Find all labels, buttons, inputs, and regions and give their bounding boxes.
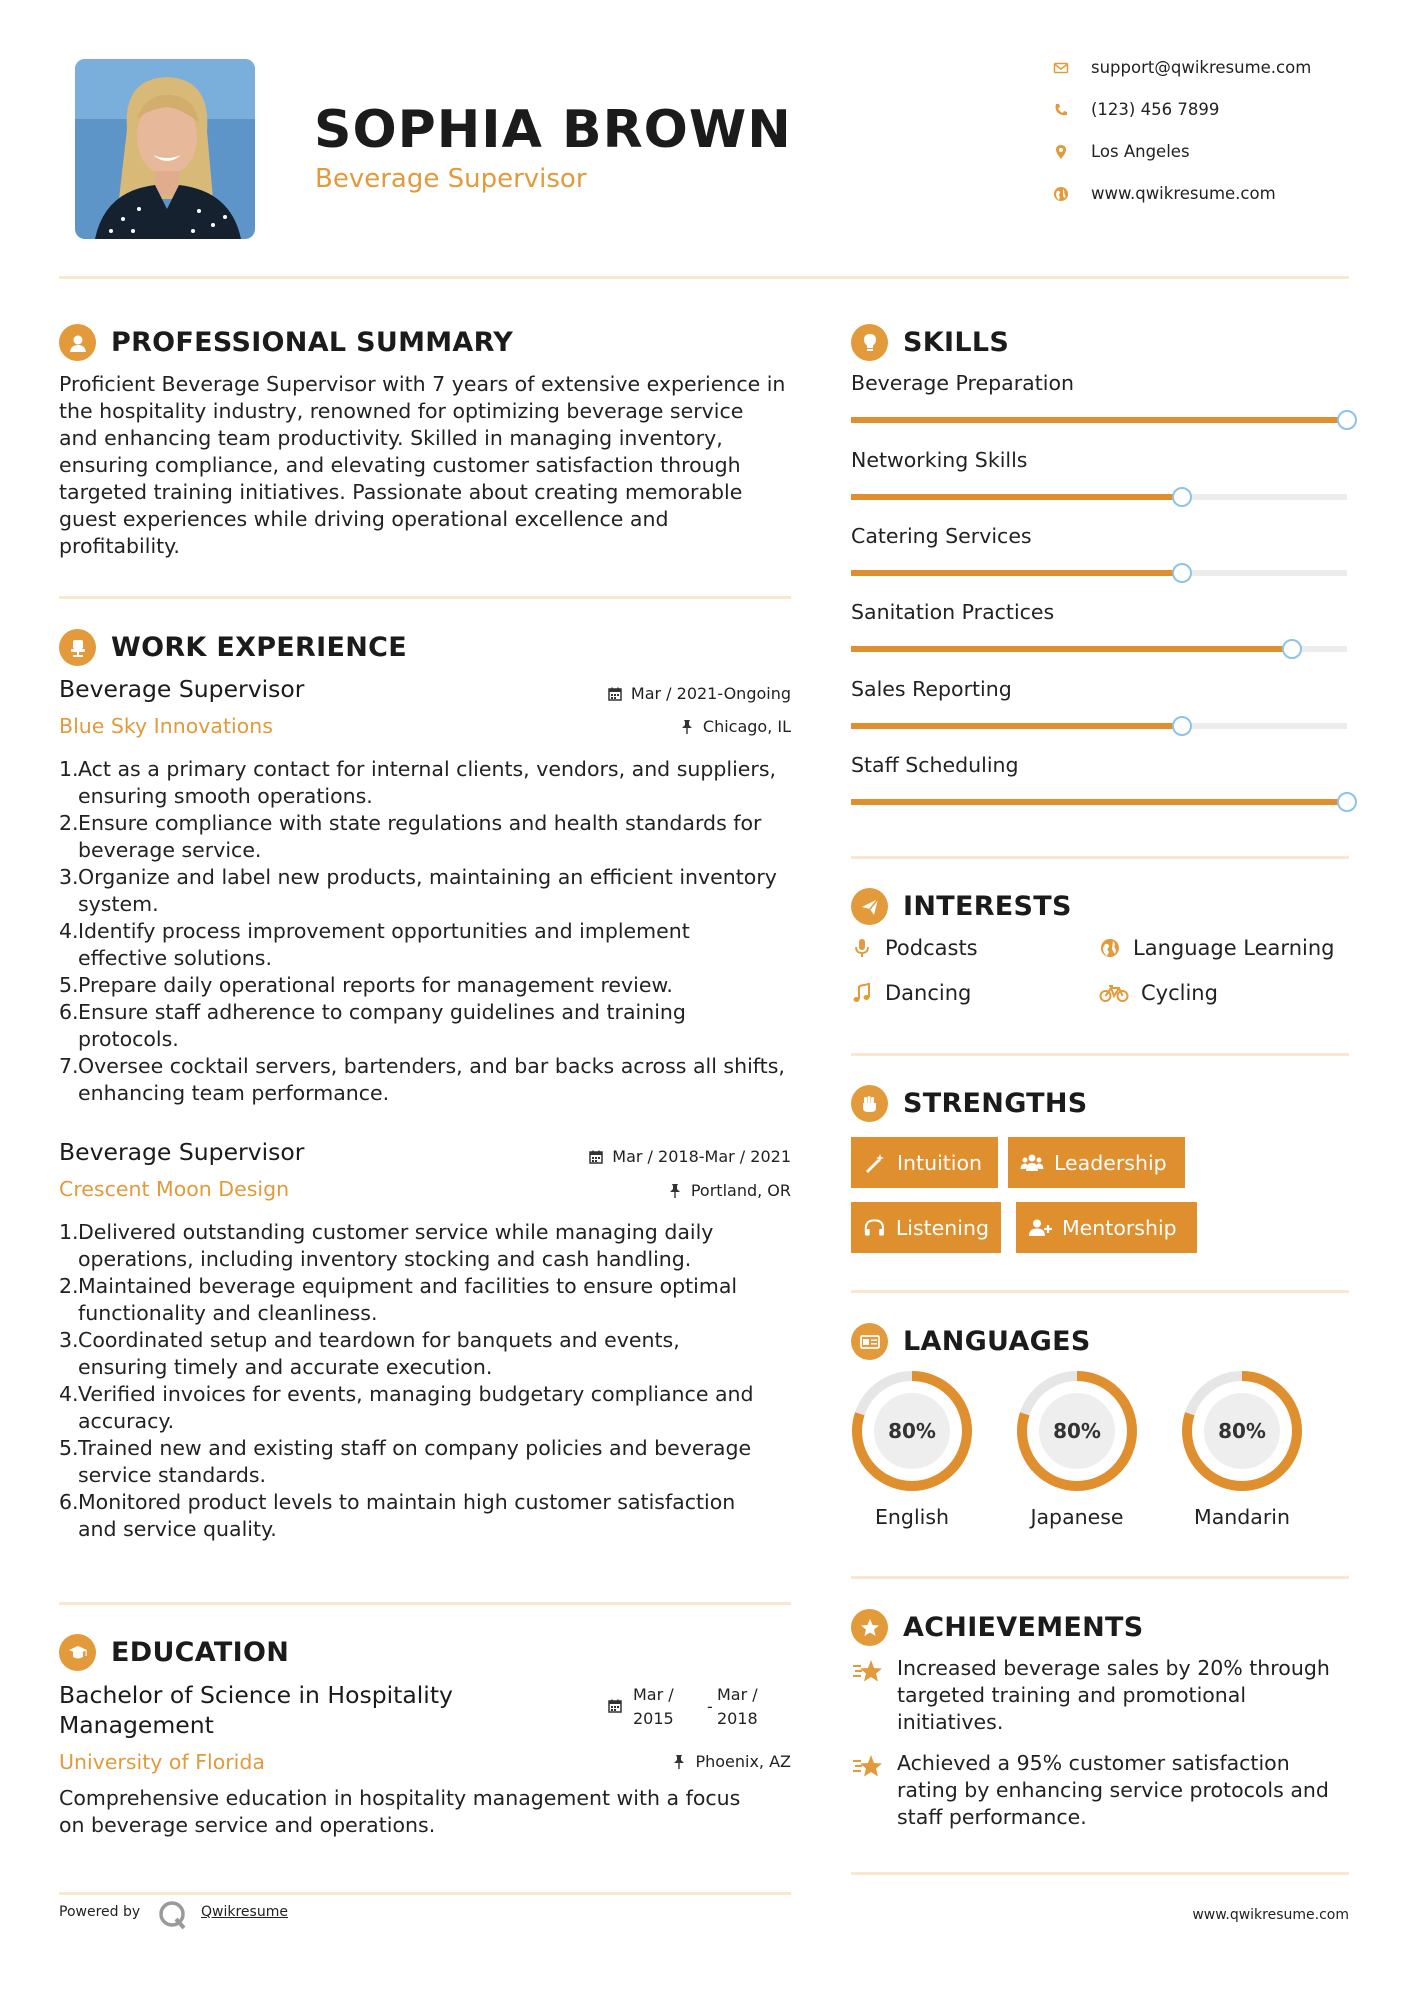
skill-label: Staff Scheduling — [851, 753, 1019, 777]
achievement-line: targeted training and promotional — [897, 1683, 1247, 1707]
list-text: enhancing team performance. — [78, 1081, 390, 1105]
list-item — [59, 1327, 799, 1381]
skill-bar — [851, 646, 1347, 652]
list-text: Ensure compliance with state regulations and health standards for — [78, 811, 762, 835]
skill-bar — [851, 417, 1347, 423]
list-text: and service quality. — [78, 1517, 277, 1541]
job-2-title: Beverage Supervisor — [59, 1138, 305, 1166]
skill-bar — [851, 723, 1347, 729]
skill-bar-fill — [851, 570, 1182, 576]
degree-line: Management — [59, 1711, 214, 1739]
achievement-line: rating by enhancing service protocols and — [897, 1778, 1329, 1802]
list-text: functionality and cleanliness. — [78, 1301, 378, 1325]
music-note-icon — [851, 982, 873, 1004]
contact-location — [1053, 142, 1190, 161]
contact-location-text: Los Angeles — [1091, 142, 1190, 161]
job-1-title: Beverage Supervisor — [59, 675, 305, 703]
list-text: accuracy. — [78, 1409, 175, 1433]
date-dash: - — [707, 1697, 713, 1716]
list-item — [59, 918, 799, 972]
interests-title: INTERESTS — [903, 891, 1072, 922]
list-item — [59, 1381, 799, 1435]
experience-heading — [59, 629, 407, 666]
skills-title: SKILLS — [903, 327, 1010, 358]
language-ring — [1013, 1367, 1141, 1495]
pushpin-icon — [671, 1754, 687, 1770]
summary-divider — [59, 596, 791, 599]
skill-bar-fill — [851, 494, 1182, 500]
interest-label: Cycling — [1141, 981, 1218, 1005]
job-1-location — [559, 717, 791, 736]
candidate-name: SOPHIA BROWN — [314, 100, 792, 160]
language-ring — [848, 1367, 976, 1495]
footer-divider-left — [59, 1892, 791, 1895]
achievement-item — [851, 1655, 1349, 1736]
interest-label: Language Learning — [1133, 936, 1335, 960]
list-text: Identify process improvement opportunities and implement — [78, 919, 690, 943]
chair-icon — [59, 629, 96, 666]
date-start: 2015 — [633, 1709, 674, 1728]
star-badge-icon — [851, 1609, 888, 1646]
location-pin-icon — [1053, 144, 1069, 160]
list-number: 5. — [59, 1436, 79, 1460]
list-number: 2. — [59, 1274, 79, 1298]
list-number: 3. — [59, 865, 79, 889]
job-2-dates-text: Mar / 2018-Mar / 2021 — [612, 1147, 791, 1166]
profile-photo — [75, 59, 255, 239]
phone-icon — [1053, 102, 1069, 118]
achievement-line: staff performance. — [897, 1805, 1087, 1829]
calendar-icon — [607, 686, 623, 702]
language-label: Mandarin — [1194, 1505, 1290, 1529]
achievement-item — [851, 1750, 1349, 1831]
summary-line: the hospitality industry, renowned for optimizing beverage service — [59, 399, 744, 423]
languages-title: LANGUAGES — [903, 1326, 1091, 1357]
list-number: 4. — [59, 1382, 79, 1406]
strengths-divider — [851, 1290, 1349, 1293]
skill-label: Sanitation Practices — [851, 600, 1055, 624]
list-text: ensuring timely and accurate execution. — [78, 1355, 493, 1379]
list-number: 7. — [59, 1054, 79, 1078]
skill-label: Sales Reporting — [851, 677, 1012, 701]
list-number: 1. — [59, 757, 79, 781]
skill-bar-fill — [851, 417, 1347, 423]
language-ring — [1178, 1367, 1306, 1495]
strength-chip — [851, 1202, 1001, 1253]
list-number: 5. — [59, 973, 79, 997]
interest-item — [851, 981, 971, 1005]
list-text: protocols. — [78, 1027, 179, 1051]
education-location-text: Phoenix, AZ — [695, 1752, 791, 1771]
email-icon — [1053, 60, 1069, 76]
interest-label: Podcasts — [885, 936, 978, 960]
calendar-icon — [607, 1698, 623, 1714]
strengths-heading — [851, 1085, 1088, 1122]
experience-divider — [59, 1602, 791, 1605]
date-end: Mar / — [717, 1685, 758, 1704]
summary-line: profitability. — [59, 534, 180, 558]
list-number: 3. — [59, 1328, 79, 1352]
date-start: Mar / — [633, 1685, 674, 1704]
experience-title: WORK EXPERIENCE — [111, 632, 407, 663]
degree-line: Bachelor of Science in Hospitality — [59, 1681, 453, 1709]
skill-label: Catering Services — [851, 524, 1032, 548]
list-item — [59, 810, 799, 864]
job-2-location-text: Portland, OR — [690, 1181, 791, 1200]
microphone-icon — [851, 937, 873, 959]
skill-bar — [851, 494, 1347, 500]
list-number: 4. — [59, 919, 79, 943]
list-number: 6. — [59, 1490, 79, 1514]
skill-bar-knob — [1337, 410, 1357, 430]
list-text: Monitored product levels to maintain high customer satisfaction — [78, 1490, 736, 1514]
list-text: Trained new and existing staff on company policies and beverage — [78, 1436, 752, 1460]
interests-divider — [851, 1053, 1349, 1056]
strength-label: Intuition — [897, 1150, 983, 1175]
headphones-icon — [863, 1217, 886, 1239]
list-item — [59, 972, 799, 999]
job-2-duties — [59, 1219, 799, 1543]
contact-website-text: www.qwikresume.com — [1091, 184, 1276, 203]
pushpin-icon — [679, 719, 695, 735]
list-item — [59, 756, 799, 810]
contact-email-text: support@qwikresume.com — [1091, 58, 1312, 77]
interest-label: Dancing — [885, 981, 972, 1005]
paper-plane-icon — [851, 888, 888, 925]
list-text: Delivered outstanding customer service while managing daily — [78, 1220, 714, 1244]
skill-bar — [851, 799, 1347, 805]
skill-label: Networking Skills — [851, 448, 1028, 472]
achievements-heading — [851, 1609, 1144, 1646]
list-number: 2. — [59, 811, 79, 835]
strength-label: Leadership — [1054, 1150, 1167, 1175]
summary-line: ensuring compliance, and elevating customer satisfaction through — [59, 453, 741, 477]
magic-wand-icon — [863, 1152, 887, 1174]
languages-divider — [851, 1576, 1349, 1579]
list-text: Verified invoices for events, managing budgetary compliance and — [78, 1382, 754, 1406]
hand-fist-icon — [851, 1085, 888, 1122]
header-divider — [59, 276, 1349, 279]
interests-heading — [851, 888, 1072, 925]
languages-heading — [851, 1323, 1091, 1360]
list-item — [59, 1435, 799, 1489]
skill-bar-knob — [1172, 487, 1192, 507]
strength-chip — [1016, 1202, 1197, 1253]
education-dates — [607, 1685, 797, 1735]
calendar-icon — [588, 1149, 604, 1165]
job-1-duties — [59, 756, 799, 1107]
job-1-dates-text: Mar / 2021-Ongoing — [630, 684, 791, 703]
degree-title — [59, 1680, 453, 1740]
strength-label: Listening — [895, 1215, 989, 1240]
list-item — [59, 1219, 799, 1273]
contact-phone[interactable] — [1053, 100, 1219, 119]
list-text: service standards. — [78, 1463, 267, 1487]
users-icon — [1020, 1152, 1044, 1174]
star-icon — [851, 1752, 885, 1782]
list-text: operations, including inventory stocking and cash handling. — [78, 1247, 692, 1271]
contact-website[interactable] — [1053, 184, 1276, 203]
job-2-location — [559, 1181, 791, 1200]
user-icon — [59, 324, 96, 361]
list-text: beverage service. — [78, 838, 262, 862]
skill-bar-fill — [851, 723, 1182, 729]
job-1-dates — [559, 684, 791, 703]
contact-phone-text: (123) 456 7899 — [1091, 100, 1220, 119]
list-item — [59, 1273, 799, 1327]
skill-bar — [851, 570, 1347, 576]
candidate-role: Beverage Supervisor — [315, 164, 587, 194]
strengths-title: STRENGTHS — [903, 1088, 1088, 1119]
list-text: Ensure staff adherence to company guidelines and training — [78, 1000, 686, 1024]
achievements-title: ACHIEVEMENTS — [903, 1612, 1144, 1643]
interest-item — [851, 936, 978, 960]
skill-bar-knob — [1337, 792, 1357, 812]
interest-item — [1099, 981, 1218, 1005]
globe-icon — [1053, 186, 1069, 202]
list-text: system. — [78, 892, 159, 916]
summary-title: PROFESSIONAL SUMMARY — [111, 327, 514, 358]
list-text: Act as a primary contact for internal clients, vendors, and suppliers, — [78, 757, 777, 781]
education-description — [59, 1785, 799, 1839]
language-percent: 80% — [888, 1419, 936, 1443]
contact-email[interactable] — [1053, 58, 1311, 77]
list-text: Maintained beverage equipment and facilities to ensure optimal — [78, 1274, 738, 1298]
qwikresume-link[interactable]: Qwikresume — [201, 1904, 288, 1920]
list-text: ensuring smooth operations. — [78, 784, 373, 808]
skill-label: Beverage Preparation — [851, 371, 1074, 395]
job-2-dates — [539, 1147, 791, 1166]
list-number: 1. — [59, 1220, 79, 1244]
qwikresume-logo-icon — [157, 1899, 189, 1931]
strength-label: Mentorship — [1062, 1215, 1177, 1240]
education-location — [559, 1752, 791, 1771]
skill-bar-knob — [1172, 563, 1192, 583]
skills-divider — [851, 856, 1349, 859]
globe-icon — [1099, 937, 1121, 959]
language-label: Japanese — [1030, 1505, 1124, 1529]
summary-heading — [59, 324, 513, 361]
list-text: Coordinated setup and teardown for banquets and events, — [78, 1328, 680, 1352]
skill-bar-fill — [851, 799, 1347, 805]
summary-line: and enhancing team productivity. Skilled in managing inventory, — [59, 426, 723, 450]
summary-line: targeted training initiatives. Passionate about creating memorable — [59, 480, 743, 504]
skill-bar-fill — [851, 646, 1292, 652]
skill-bar-knob — [1282, 639, 1302, 659]
date-end: 2018 — [717, 1709, 758, 1728]
graduation-icon — [59, 1634, 96, 1671]
achievement-line: Increased beverage sales by 20% through — [897, 1656, 1330, 1680]
education-title: EDUCATION — [111, 1637, 290, 1668]
user-plus-icon — [1028, 1217, 1052, 1239]
interest-item — [1099, 936, 1334, 960]
language-label: English — [874, 1505, 950, 1529]
list-item — [59, 864, 799, 918]
skill-bar-knob — [1172, 716, 1192, 736]
bicycle-icon — [1099, 982, 1129, 1004]
school-name: University of Florida — [59, 1750, 265, 1774]
list-text: effective solutions. — [78, 946, 272, 970]
star-icon — [851, 1657, 885, 1687]
summary-line: Proficient Beverage Supervisor with 7 years of extensive experience in — [59, 372, 786, 396]
education-desc-line: on beverage service and operations. — [59, 1813, 436, 1837]
pushpin-icon — [667, 1183, 683, 1199]
skills-heading — [851, 324, 1009, 361]
list-item — [59, 1489, 799, 1543]
list-item — [59, 999, 799, 1053]
strength-chip — [1008, 1137, 1185, 1188]
language-percent: 80% — [1218, 1419, 1266, 1443]
education-desc-line: Comprehensive education in hospitality management with a focus — [59, 1786, 741, 1810]
lightbulb-icon — [851, 324, 888, 361]
strength-chip — [851, 1137, 998, 1188]
list-text: Prepare daily operational reports for management review. — [78, 973, 673, 997]
list-text: Oversee cocktail servers, bartenders, and bar backs across all shifts, — [78, 1054, 785, 1078]
achievement-line: initiatives. — [897, 1710, 1004, 1734]
language-card-icon — [851, 1323, 888, 1360]
language-percent: 80% — [1053, 1419, 1101, 1443]
job-1-location-text: Chicago, IL — [702, 717, 791, 736]
achievement-line: Achieved a 95% customer satisfaction — [897, 1751, 1290, 1775]
list-item — [59, 1053, 799, 1107]
job-2-company: Crescent Moon Design — [59, 1177, 290, 1201]
summary-text — [59, 371, 799, 560]
education-heading — [59, 1634, 289, 1671]
list-text: Organize and label new products, maintaining an efficient inventory — [78, 865, 777, 889]
summary-line: guest experiences while driving operational excellence and — [59, 507, 669, 531]
footer-divider-right — [851, 1872, 1349, 1875]
job-1-company: Blue Sky Innovations — [59, 714, 273, 738]
footer-website-link[interactable]: www.qwikresume.com — [1192, 1907, 1349, 1923]
list-number: 6. — [59, 1000, 79, 1024]
powered-by-label: Powered by — [59, 1904, 141, 1920]
